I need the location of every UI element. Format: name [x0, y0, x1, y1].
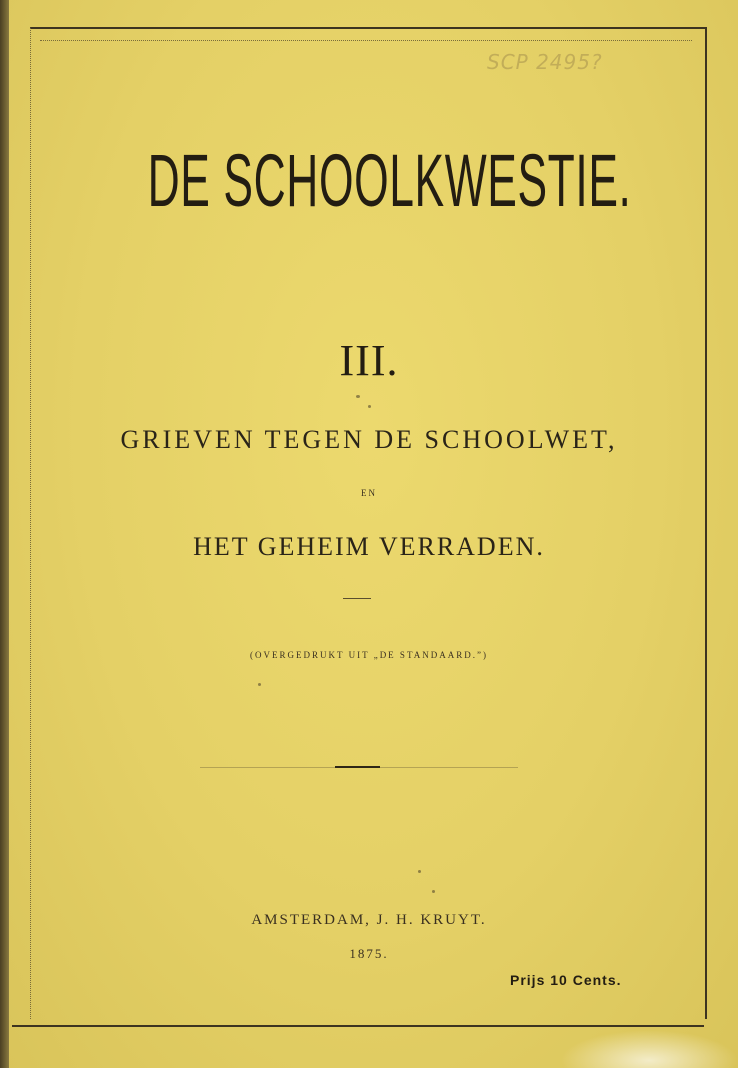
publication-year: 1875. — [349, 946, 389, 961]
library-stamp: SCP 2495? — [487, 50, 603, 74]
price-label: Prijs 10 Cents. — [510, 972, 622, 988]
part-number: III. — [339, 336, 399, 385]
paper-speck — [368, 405, 371, 408]
reprint-note: (OVERGEDRUKT UIT „DE STANDAARD.”) — [250, 650, 488, 660]
paper-speck — [258, 683, 261, 686]
dotted-rule-top — [40, 40, 692, 41]
short-divider — [343, 598, 371, 599]
paper-speck — [418, 870, 421, 873]
cover-title: DE SCHOOLKWESTIE. — [147, 139, 632, 222]
subtitle-line-1: GRIEVEN TEGEN DE SCHOOLWET, — [120, 425, 618, 454]
paper-speck — [356, 395, 360, 398]
conjunction-text: EN — [361, 488, 377, 498]
paper-speck — [432, 890, 435, 893]
publisher-line: AMSTERDAM, J. H. KRUYT. — [251, 912, 487, 928]
bottom-rule — [12, 1025, 704, 1027]
paper-wear — [560, 1030, 738, 1068]
subtitle-line-2: HET GEHEIM VERRADEN. — [193, 532, 545, 561]
ornamental-rule-center — [335, 766, 380, 768]
